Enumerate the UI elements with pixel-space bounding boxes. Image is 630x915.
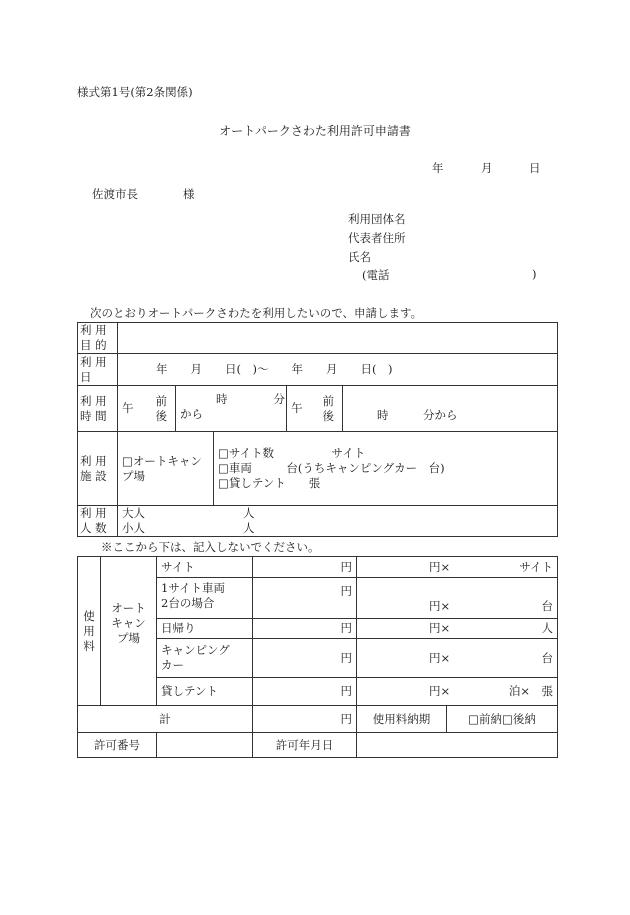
adults-unit: 人 [243,506,255,520]
label: 円× [429,621,451,635]
label: 前 [155,393,167,408]
start-time-field[interactable] [176,386,287,432]
label: 後 [322,408,334,423]
fee-calc[interactable] [357,619,558,639]
end-time-field[interactable]: 時 分から [343,386,558,432]
label: オート [111,601,146,615]
addressee: 佐渡市長 [92,187,138,201]
facility-row [78,432,558,506]
adults-label: 大人 [122,506,145,520]
page-title: オートパークさわた利用許可申請書 [219,124,411,138]
total-yen[interactable]: 円 [253,706,357,733]
payment-options[interactable]: □前納□後納 [447,706,558,733]
fee-item: キャンピング カー [157,639,253,678]
label: 後 [155,408,167,423]
label: 使 [83,608,95,623]
fee-item: サイト [157,557,253,578]
label: 円× [429,599,451,613]
time-row [78,386,558,432]
fee-yen[interactable]: 円 [253,639,357,678]
label: 円× [429,559,451,574]
fee-yen[interactable]: 円 [253,557,357,578]
label: 施 設 [80,468,107,483]
label: 利 用 [80,323,107,337]
date-month: 月 [481,161,493,175]
permit-date-field[interactable] [357,733,558,758]
permit-row [78,733,558,758]
vehicle-checkbox[interactable]: □車両 台(うちキャンピングカー 台) [218,461,445,475]
date-year: 年 [432,161,444,175]
total-row [78,706,558,733]
label: 時 間 [80,408,107,423]
address-label: 代表者住所 [348,231,406,245]
auto-camp-checkbox[interactable]: □オートキャンプ場 [118,432,214,506]
fee-calc[interactable] [357,678,558,706]
label: から [180,407,203,421]
label: キャン [111,616,146,630]
label: 泊× 張 [508,684,553,698]
purpose-field[interactable] [118,323,558,354]
label: 前 [322,393,334,408]
children-label: 小人 [122,521,145,535]
fee-calc[interactable] [357,578,558,619]
fee-calc[interactable] [357,557,558,578]
application-table [77,322,558,537]
label: 円× [429,650,451,665]
permit-number-field[interactable] [157,733,253,758]
intro-text: 次のとおりオートパークさわたを利用したいので、申請します。 [90,306,423,320]
payment-term-label: 使用料納期 [357,706,447,733]
label: 料 [83,638,95,653]
fee-yen[interactable]: 円 [253,619,357,639]
people-field[interactable] [118,506,558,537]
fee-calc[interactable] [357,639,558,678]
label: プ場 [117,631,140,645]
fee-item: 1サイト車両 2台の場合 [157,578,253,619]
permit-date-label: 許可年月日 [253,733,357,758]
date-row [78,354,558,386]
label: 人 [541,621,553,635]
office-use-note: ※ここから下は、記入しないでください。 [101,540,320,554]
label: 台 [541,599,553,613]
label: 午 [122,401,134,415]
label: 午 [291,401,303,415]
permit-number-label: 許可番号 [78,733,157,758]
purpose-row [78,323,558,354]
fee-item: 日帰り [157,619,253,639]
label: 利 用 [80,506,107,520]
label: 用 [83,623,95,638]
children-unit: 人 [243,521,255,535]
label: 日 [80,369,92,384]
date-day: 日 [529,161,541,175]
ampm-start[interactable] [118,386,176,432]
site-count-checkbox[interactable]: □サイト数 サイト [218,446,366,460]
label: 時 分 [216,392,285,406]
fee-table [77,556,558,758]
total-label: 計 [78,706,253,733]
ampm-end[interactable] [287,386,343,432]
form-id: 様式第1号(第2条関係) [77,85,193,99]
phone-label: (電話 [362,268,390,282]
people-row [78,506,558,537]
label: 利 用 [80,393,107,408]
date-field[interactable]: 年 月 日( )〜 年 月 日( ) [118,354,558,386]
phone-close: ) [532,267,537,281]
label: 利 用 [80,453,107,468]
label: 目 的 [80,338,107,352]
label: 人 数 [80,521,107,535]
rental-tent-checkbox[interactable]: □貸しテント 張 [218,476,321,490]
name-label: 氏名 [348,250,371,264]
fee-row [78,557,558,578]
fee-item: 貸しテント [157,678,253,706]
label: 台 [541,650,553,665]
fee-yen[interactable]: 円 [253,578,357,619]
label: 利 用 [80,354,107,369]
fee-yen[interactable]: 円 [253,678,357,706]
group-name-label: 利用団体名 [348,212,406,226]
addressee-honorific: 様 [183,187,195,201]
label: 円× [429,684,451,698]
label: サイト [519,559,553,574]
